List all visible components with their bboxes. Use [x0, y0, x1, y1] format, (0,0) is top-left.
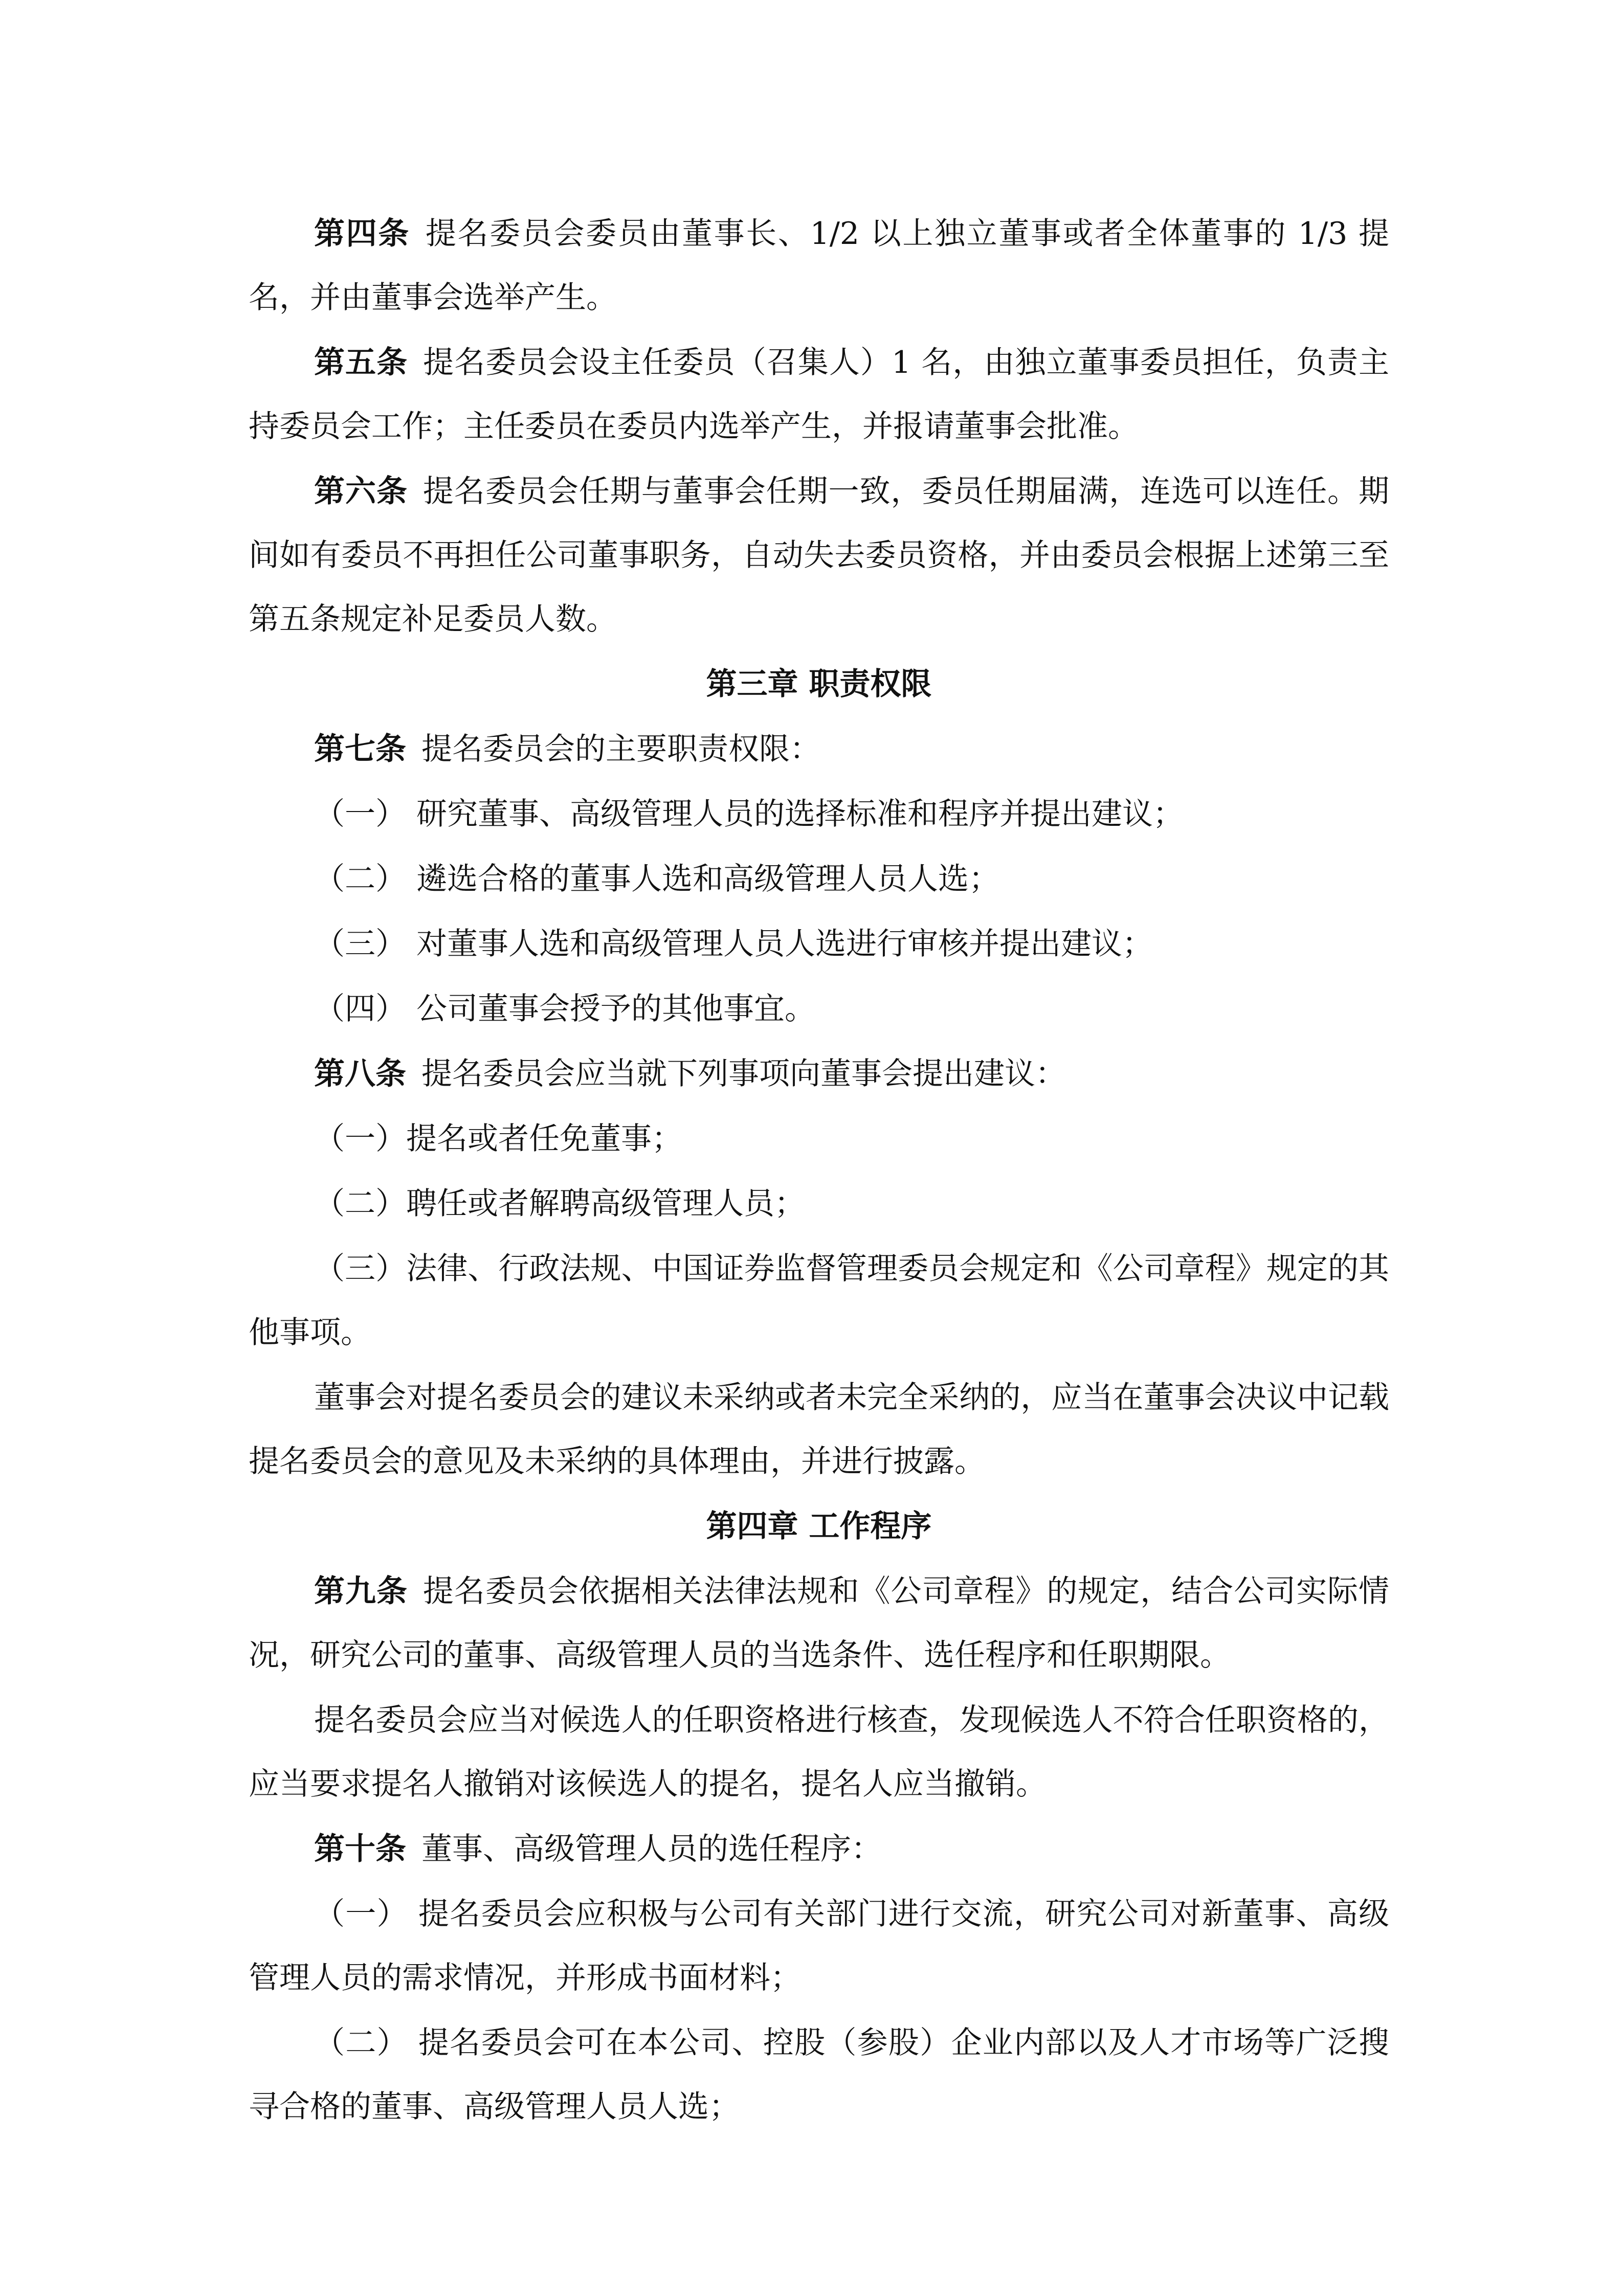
article-text: 董事、高级管理人员的选任程序： [421, 1831, 882, 1867]
article-label: 第五条 [314, 345, 408, 380]
article-5 [249, 331, 1389, 459]
article-text: 提名委员会委员由董事长、1/2 以上独立董事或者全体董事的 1/3 提名，并由董事会选举产生。 [249, 216, 1390, 316]
item-marker: （二） [314, 2025, 408, 2061]
paragraph: 董事会对提名委员会的建议未采纳或者未完全采纳的，应当在董事会决议中记载提名委员会的意见及未采纳的具体理由，并进行披露。 [249, 1380, 1389, 1479]
chapter-3-heading: 第三章 职责权限 [706, 666, 932, 702]
article-10 [249, 1817, 1389, 1881]
article-text: 提名委员会任期与董事会任期一致，委员任期届满，连选可以连任。期间如有委员不再担任公司董事职务，自动失去委员资格，并由委员会根据上述第三至第五条规定补足委员人数。 [249, 474, 1390, 637]
article-text: 提名委员会的主要职责权限： [421, 731, 820, 767]
chapter-4-heading: 第四章 工作程序 [706, 1509, 932, 1544]
list-item [249, 782, 1389, 846]
paragraph: （二）聘任或者解聘高级管理人员； [314, 1186, 805, 1222]
article-text: 提名委员会设主任委员（召集人）1 名，由独立董事委员担任，负责主持委员会工作；主任委员在委员内选举产生，并报请董事会批准。 [249, 345, 1390, 444]
article-label: 第十条 [314, 1831, 406, 1867]
list-item [249, 2011, 1389, 2139]
paragraph: 提名委员会应当对候选人的任职资格进行核查，发现候选人不符合任职资格的，应当要求提名人撤销对该候选人的提名，提名人应当撤销。 [249, 1702, 1389, 1802]
paragraph: （三）法律、行政法规、中国证券监督管理委员会规定和《公司章程》规定的其他事项。 [249, 1251, 1389, 1350]
list-item [249, 1882, 1389, 2010]
paragraph: （一）提名或者任免董事； [314, 1121, 682, 1157]
item-text: 公司董事会授予的其他事宜。 [416, 991, 815, 1027]
article-text: 提名委员会依据相关法律法规和《公司章程》的规定，结合公司实际情况，研究公司的董事、高级管理人员的当选条件、选任程序和任职期限。 [249, 1573, 1390, 1673]
article-label: 第七条 [314, 731, 406, 767]
item-marker: （四） [314, 991, 406, 1027]
article-7 [249, 717, 1389, 781]
article-text: 提名委员会应当就下列事项向董事会提出建议： [421, 1056, 1066, 1092]
list-item [249, 912, 1389, 976]
article-4 [249, 202, 1389, 330]
article-label: 第九条 [314, 1573, 408, 1609]
item-marker: （二） [314, 861, 406, 897]
item-text: 提名委员会应积极与公司有关部门进行交流，研究公司对新董事、高级管理人员的需求情况，并形成书面材料； [249, 1896, 1390, 1996]
item-text: 对董事人选和高级管理人员人选进行审核并提出建议； [416, 926, 1153, 962]
article-6 [249, 460, 1389, 651]
list-item [249, 847, 1389, 911]
article-label: 第八条 [314, 1056, 406, 1092]
list-item [249, 977, 1389, 1041]
document-body [249, 202, 1389, 2140]
item-marker: （三） [314, 926, 406, 962]
item-marker: （一） [314, 1896, 408, 1932]
article-label: 第六条 [314, 474, 408, 509]
item-marker: （一） [314, 796, 406, 832]
article-9 [249, 1560, 1389, 1687]
item-text: 研究董事、高级管理人员的选择标准和程序并提出建议； [416, 796, 1184, 832]
article-8 [249, 1042, 1389, 1106]
article-label: 第四条 [314, 216, 410, 252]
item-text: 提名委员会可在本公司、控股（参股）企业内部以及人才市场等广泛搜寻合格的董事、高级管理人员人选； [249, 2025, 1390, 2125]
item-text: 遴选合格的董事人选和高级管理人员人选； [416, 861, 999, 897]
